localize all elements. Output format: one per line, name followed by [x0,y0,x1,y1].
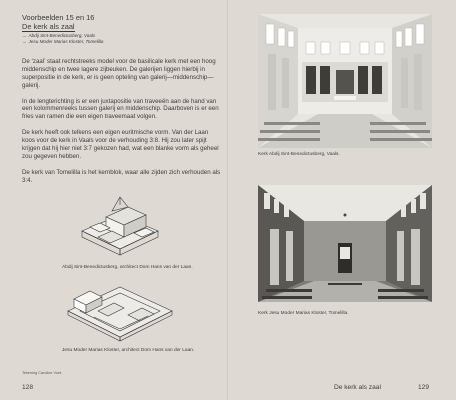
paragraph: De kerk van Tomelilla is het kernblok, waar alle zijden zich verhouden als 3:4. [22,168,221,184]
footnote: Tekening Caroline Voet. [22,371,63,375]
paragraph: De kerk heeft ook telkens een eigen euritmische vorm. Van der Laan koos voor de kerk in Vaals voor de verhouding 3:8. Hij zou later spijt krijgen dat hij hier niet 3:7 gekozen had, wat een blanke vorm als geheel zou gegeven hebben. [22,129,219,160]
page-number: 128 [22,384,34,391]
arrow-right-icon: → [22,39,27,45]
arrow-right-icon: → [22,33,27,38]
drawing-caption: Jesu Moder Marias Kloster, architect Dom Hans van der Laan. [62,348,195,353]
axonometric-drawing-tomelilla [64,281,176,343]
photo-vaals-interior [258,14,432,148]
reference-list [22,33,103,45]
photo-caption: Kerk Abdij Sint-Benedictusberg, Vaals. [258,152,340,157]
paragraph: In de lengterichting is er een juxtapositie van traveeën aan de hand van een kolommenreeks tussen galerij en middenschip. Daarboven is er een fries van ramen die een eigen traveemaat volgen. [22,97,219,121]
section-title: De kerk als zaal [22,22,75,31]
page-number: 129 [418,384,430,391]
running-head: De kerk als zaal [334,384,381,391]
axonometric-drawing-vaals [76,193,164,259]
photo-caption: Kerk Jesu Moder Marias Kloster, Tomelilla. [258,311,349,316]
examples-label: Voorbeelden 15 en 16 [22,13,95,22]
drawing-caption: Abdij Sint-Benedictusberg, architect Dom Hans van der Laan. [62,265,193,270]
reference-text: Abdij Sint-Benedictusberg, Vaals [28,33,96,38]
body-text [22,58,222,192]
reference-text: Jesu Moder Marias Kloster, Tomelilla [28,39,104,45]
photo-tomelilla-interior [258,185,432,302]
section-heading [22,13,94,32]
reference-item[interactable] [22,39,103,45]
paragraph: De ‘zaal’ staat rechtstreeks model voor de basilicale kerk met een hoog middenschip en twee lagere zijbeuken. De galerijen liggen hierbij in superpositie in de kerk, er is geen opteling van galerij—middenschip—galerij. [22,58,216,89]
